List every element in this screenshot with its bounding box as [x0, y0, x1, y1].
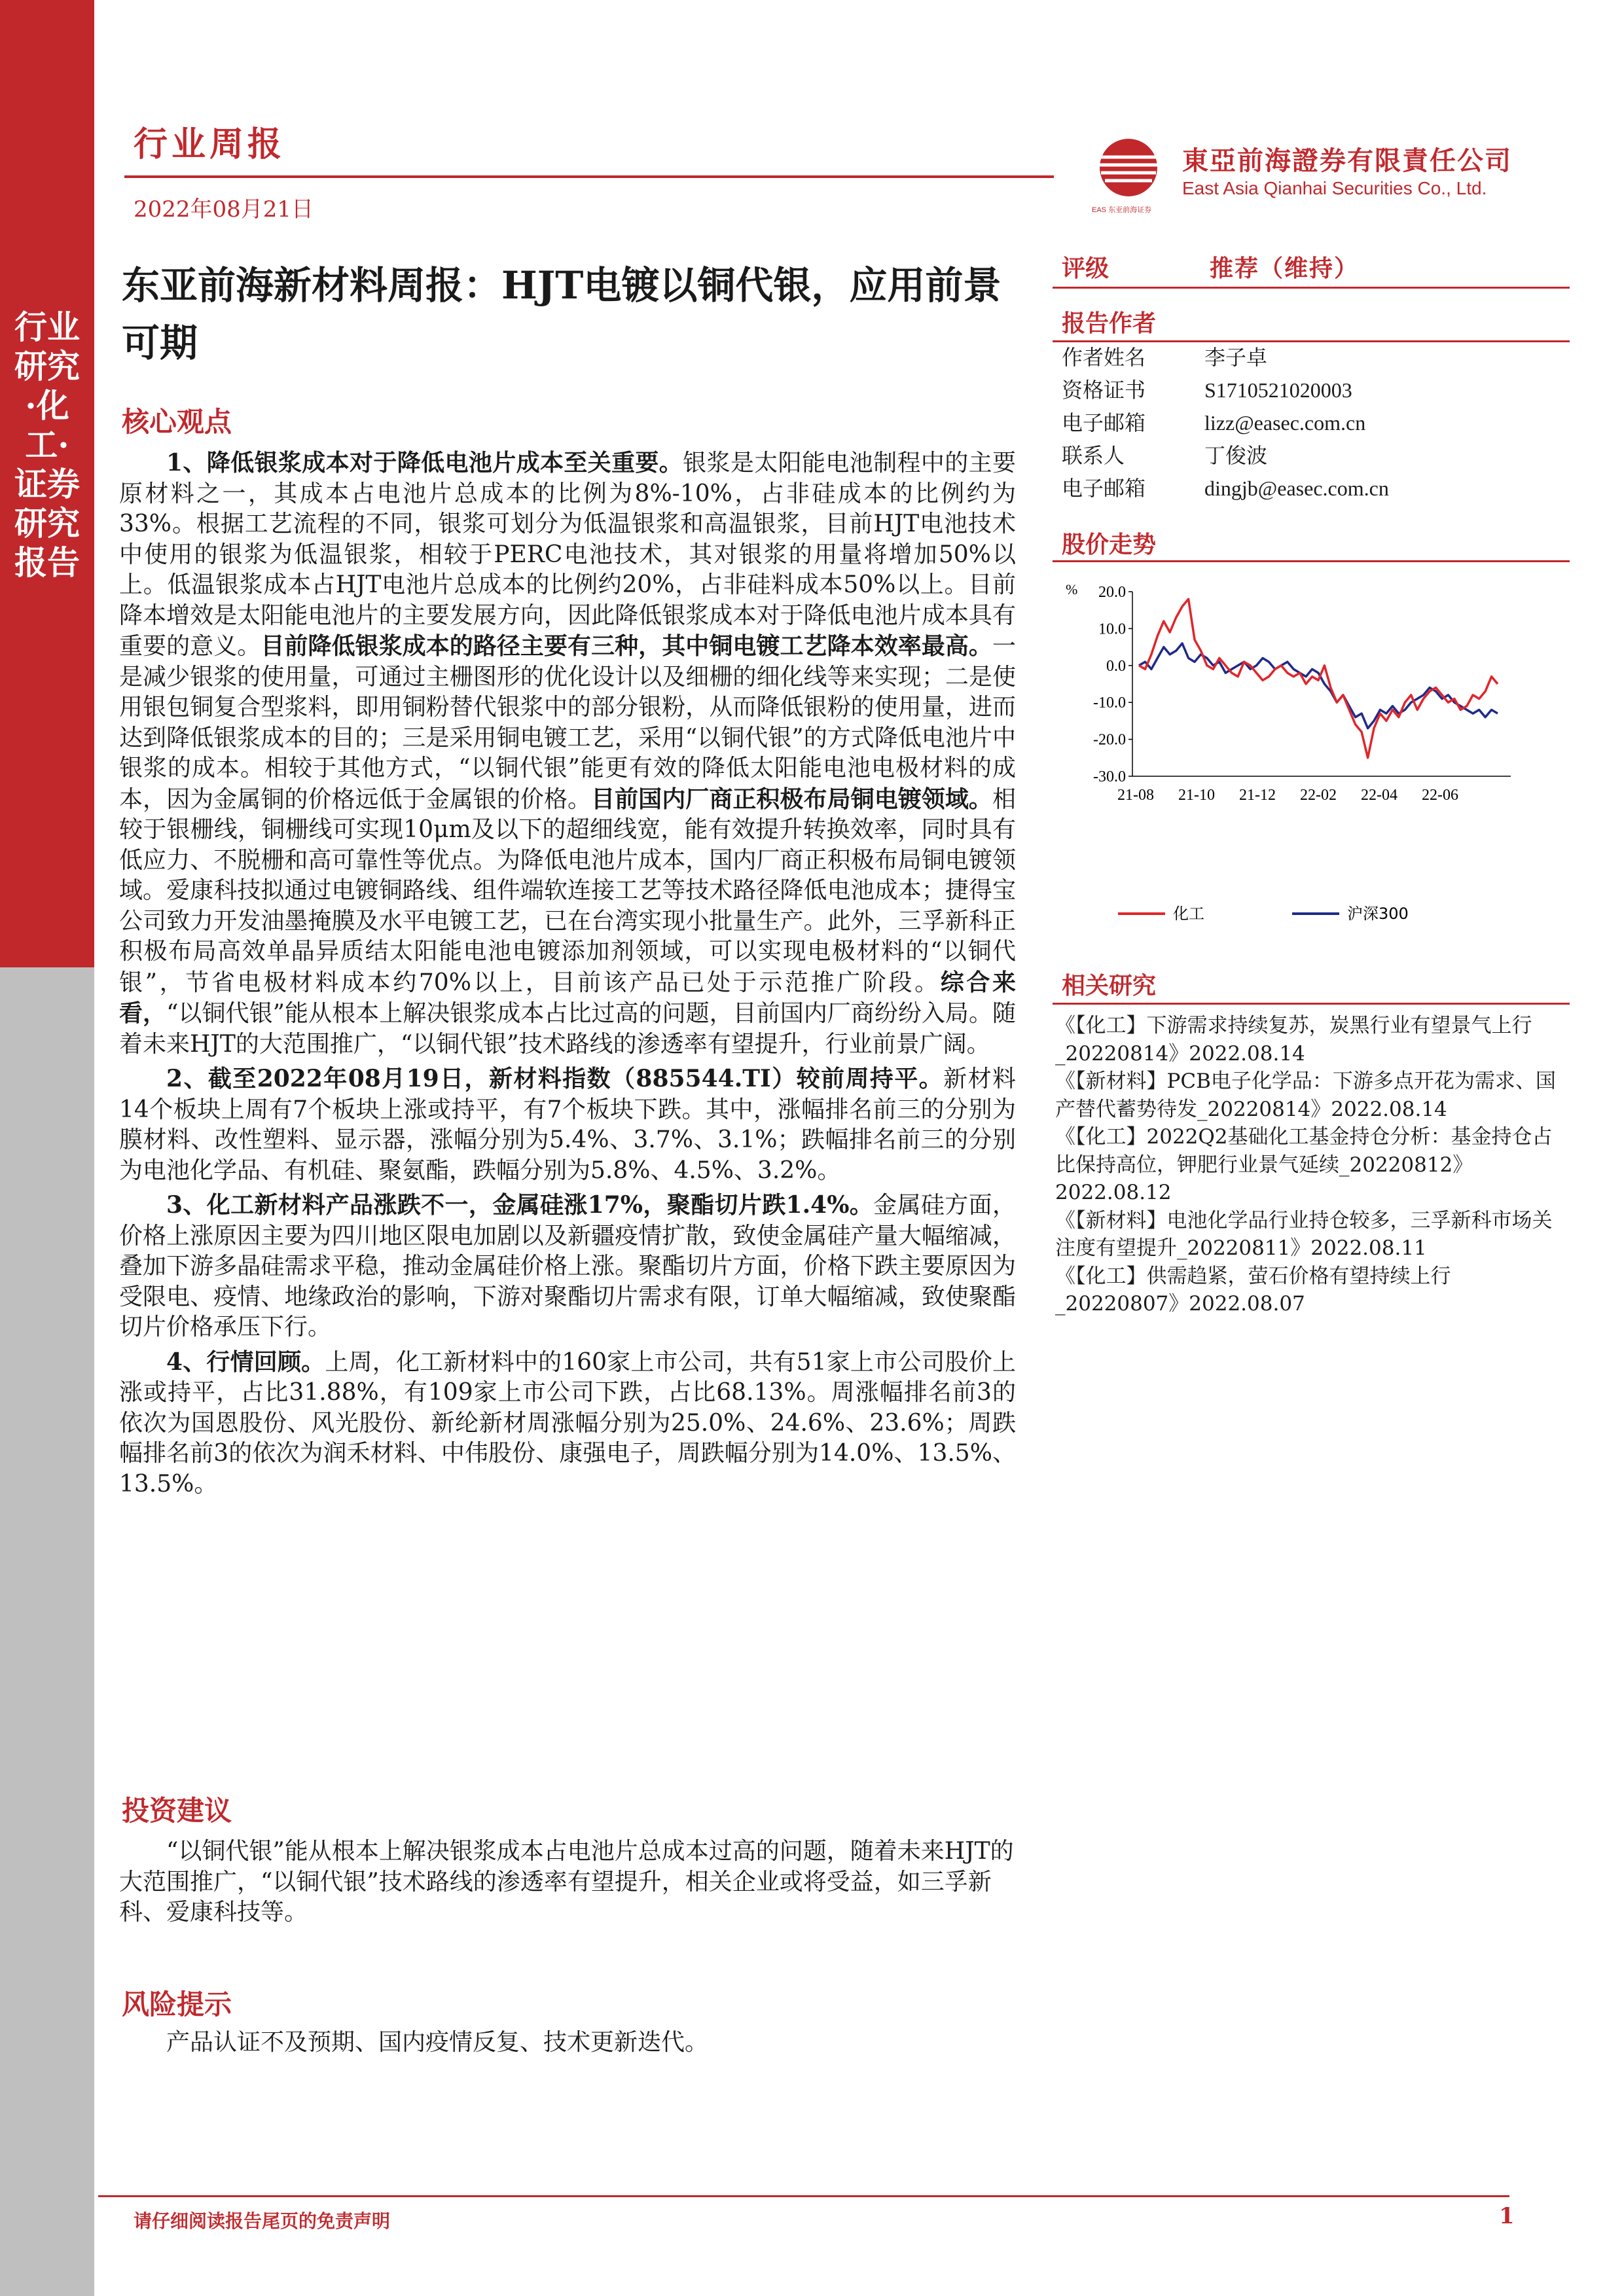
author-rule	[1053, 340, 1570, 342]
core-point-4-text: 上周，化工新材料中的160家上市公司，共有51家上市公司股价上涨或持平，占比31.88%，有109家上市公司下跌，占比68.13%。周涨幅排名前3的依次为国恩股份、风光股份、新纶新材周涨幅分别为25.0%、24.6%、23.6%；周跌幅排名前3的依次为润禾材料、中伟股份、康强电子，周跌幅分别为14.0%、13.5%、13.5%。	[119, 1348, 1016, 1498]
author-row-key: 电子邮箱	[1062, 410, 1146, 435]
chart-series-line	[1139, 643, 1498, 728]
core-point-1-emph-c: 综合来看，	[119, 968, 1016, 1027]
core-point-1-emph-b: 目前国内厂商正积极布局铜电镀领域。	[591, 785, 992, 813]
chart-y-tick-label: 10.0	[1098, 620, 1126, 638]
author-email-link[interactable]: dingjb@easec.com.cn	[1204, 476, 1389, 500]
rating-label: 评级	[1062, 255, 1110, 282]
core-point-2-text: 新材料14个板块上周有7个板块上涨或持平，有7个板块下跌。其中，涨幅排名前三的分别为膜材料、改性塑料、显示器，涨幅分别为5.4%、3.7%、3.1%；跌幅排名前三的分别为电池化学品、有机硅、聚氨酯，跌幅分别为5.8%、4.5%、3.2%。	[119, 1066, 1016, 1184]
author-row	[1062, 344, 1267, 370]
chart-x-tick-label: 22-04	[1361, 787, 1398, 804]
logo-caption: EAS 东亚前海证券	[1092, 206, 1152, 214]
price-trend-chart	[1053, 568, 1570, 935]
author-row-key: 联系人	[1062, 443, 1125, 468]
company-logo	[1089, 134, 1168, 212]
author-row-key: 电子邮箱	[1062, 476, 1146, 501]
core-point-1-lead: 1、降低银浆成本对于降低电池片成本至关重要。	[166, 449, 683, 476]
related-research-item[interactable]: 《【新材料】电池化学品行业持仓较多，三孚新科市场关注度有望提升_20220811》2022.08.11	[1055, 1208, 1553, 1260]
chart-series-line	[1139, 599, 1498, 758]
author-row-value: S1710521020003	[1204, 378, 1352, 402]
rating-rule	[1053, 287, 1570, 289]
side-category-label: 行业研究·化工·证券研究报告	[14, 308, 80, 582]
author-heading: 报告作者	[1062, 310, 1157, 337]
investment-text: “以铜代银”能从根本上解决银浆成本占电池片总成本过高的问题，随着未来HJT的大范围推广，“以铜代银”技术路线的渗透率有望提升，相关企业或将受益，如三孚新科、爱康科技等。	[119, 1838, 1014, 1926]
header-rule	[124, 175, 1054, 178]
price-trend-heading: 股价走势	[1062, 531, 1157, 558]
risk-text: 产品认证不及预期、国内疫情反复、技术更新迭代。	[166, 2029, 709, 2056]
rating-value: 推荐（维持）	[1210, 255, 1360, 282]
core-point-1	[119, 448, 1016, 1060]
chart-y-label: %	[1066, 581, 1078, 598]
author-row	[1062, 410, 1365, 436]
related-research-item[interactable]: 《【化工】下游需求持续复苏，炭黑行业有望景气上行_20220814》2022.08.14	[1055, 1014, 1532, 1066]
risk-heading: 风险提示	[122, 1988, 232, 2020]
core-point-4	[119, 1347, 1016, 1500]
report-type: 行业周报	[134, 124, 286, 164]
investment-heading: 投资建议	[122, 1795, 232, 1827]
chart-y-tick-label: 20.0	[1098, 584, 1126, 601]
chart-y-tick-label: -30.0	[1093, 768, 1126, 785]
chart-legend-label: 沪深300	[1347, 905, 1409, 923]
core-point-4-lead: 4、行情回顾。	[166, 1348, 325, 1376]
author-row	[1062, 377, 1352, 403]
author-email-link[interactable]: lizz@easec.com.cn	[1204, 411, 1366, 435]
chart-y-tick-label: -20.0	[1093, 731, 1126, 749]
core-view-body	[119, 448, 1016, 1499]
core-point-2	[119, 1064, 1016, 1186]
related-research-rule	[1053, 1003, 1570, 1005]
core-point-1-text-d: “以铜代银”能从根本上解决银浆成本占比过高的问题，目前国内厂商纷纷入局。随着未来HJT的大范围推广，“以铜代银”技术路线的渗透率有望提升，行业前景广阔。	[119, 1000, 1016, 1058]
related-research-item[interactable]: 《【化工】供需趋紧，萤石价格有望持续上行_20220807》2022.08.07	[1055, 1264, 1451, 1316]
author-row	[1062, 442, 1267, 469]
core-point-1-text-c: 相较于银栅线，铜栅线可实现10μm及以下的超细线宽，能有效提升转换效率，同时具有低应力、不脱栅和高可靠性等优点。为降低电池片成本，国内厂商正积极布局铜电镀领域。爱康科技拟通过电镀铜路线、组件端软连接工艺等技术路径降低电池成本；捷得宝公司致力开发油墨掩膜及水平电镀工艺，已在台湾实现小批量生产。此外，三孚新科正积极布局高效单晶异质结太阳能电池电镀添加剂领域，可以实现电极材料的“以铜代银”，节省电极材料成本约70%以上，目前该产品已处于示范推广阶段。	[119, 785, 1016, 996]
core-point-2-lead: 2、截至2022年08月19日，新材料指数（885544.TI）较前周持平。	[166, 1065, 944, 1092]
chart-x-tick-label: 22-02	[1300, 787, 1337, 804]
author-row	[1062, 475, 1389, 501]
disclaimer-note: 请仔细阅读报告尾页的免责声明	[134, 2210, 391, 2232]
chart-x-tick-label: 22-06	[1422, 787, 1458, 804]
chart-x-tick-label: 21-10	[1178, 787, 1215, 804]
report-date: 2022年08月21日	[134, 196, 314, 223]
related-research-item[interactable]: 《【新材料】PCB电子化学品：下游多点开花为需求、国产替代蓄势待发_20220814》2022.08.14	[1055, 1069, 1556, 1121]
report-title: 东亚前海新材料周报：HJT电镀以铜代银，应用前景可期	[122, 263, 1001, 365]
chart-x-tick-label: 21-12	[1239, 787, 1276, 804]
core-view-heading: 核心观点	[122, 406, 232, 438]
related-research-heading: 相关研究	[1062, 972, 1157, 999]
core-point-1-text-a: 银浆是太阳能电池制程中的主要原材料之一，其成本占电池片总成本的比例为8%-10%，占非硅成本的比例约为33%。根据工艺流程的不同，银浆可划分为低温银浆和高温银浆，目前HJT电池技术中使用的银浆为低温银浆，相较于PERC电池技术，其对银浆的用量将增加50%以上。低温银浆成本占HJT电池片总成本的比例约20%，占非硅料成本50%以上。目前降本增效是太阳能电池片的主要发展方向，因此降低银浆成本对于降低电池片成本具有重要的意义。	[119, 450, 1016, 660]
author-row-value: 丁俊波	[1204, 444, 1268, 467]
chart-y-tick-label: 0.0	[1106, 657, 1126, 675]
core-point-1-emph-a: 目前降低银浆成本的路径主要有三种，其中铜电镀工艺降本效率最高。	[261, 632, 992, 660]
footer-rule	[98, 2195, 1509, 2197]
core-point-1-text-b: 一是减少银浆的使用量，可通过主栅图形的优化设计以及细栅的细化线等来实现；二是使用银包铜复合型浆料，即用铜粉替代银浆中的部分银粉，从而降低银粉的使用量，进而达到降低银浆成本的目的；三是采用铜电镀工艺，采用“以铜代银”的方式降低电池片中银浆的成本。相较于其他方式，“以铜代银”能更有效的降低太阳能电池电极材料的成本，因为金属铜的价格远低于金属银的价格。	[119, 633, 1016, 813]
core-point-3-text: 金属硅方面，价格上涨原因主要为四川地区限电加剧以及新疆疫情扩散，致使金属硅产量大幅缩减，叠加下游多晶硅需求平稳，推动金属硅价格上涨。聚酯切片方面，价格下跌主要原因为受限电、疫情、地缘政治的影响，下游对聚酯切片需求有限，订单大幅缩减，致使聚酯切片价格承压下行。	[119, 1192, 1016, 1340]
page-number: 1	[1499, 2203, 1515, 2229]
company-name-en: East Asia Qianhai Securities Co., Ltd.	[1182, 178, 1487, 198]
core-point-3-lead: 3、化工新材料产品涨跌不一，金属硅涨17%，聚酯切片跌1.4%。	[166, 1191, 874, 1219]
author-row-value: 李子卓	[1204, 346, 1268, 369]
related-research-list	[1055, 1012, 1566, 1318]
author-row-key: 作者姓名	[1062, 345, 1146, 370]
chart-legend-label: 化工	[1173, 905, 1204, 923]
chart-x-tick-label: 21-08	[1117, 787, 1154, 804]
company-name-cn: 東亞前海證券有限責任公司	[1182, 145, 1512, 176]
author-row-key: 资格证书	[1062, 378, 1146, 403]
related-research-item[interactable]: 《【化工】2022Q2基础化工基金持仓分析：基金持仓占比保持高位，钾肥行业景气延续_20220812》2022.08.12	[1055, 1125, 1553, 1204]
chart-y-tick-label: -10.0	[1093, 694, 1126, 712]
core-point-3	[119, 1190, 1016, 1343]
price-trend-rule	[1053, 560, 1570, 562]
